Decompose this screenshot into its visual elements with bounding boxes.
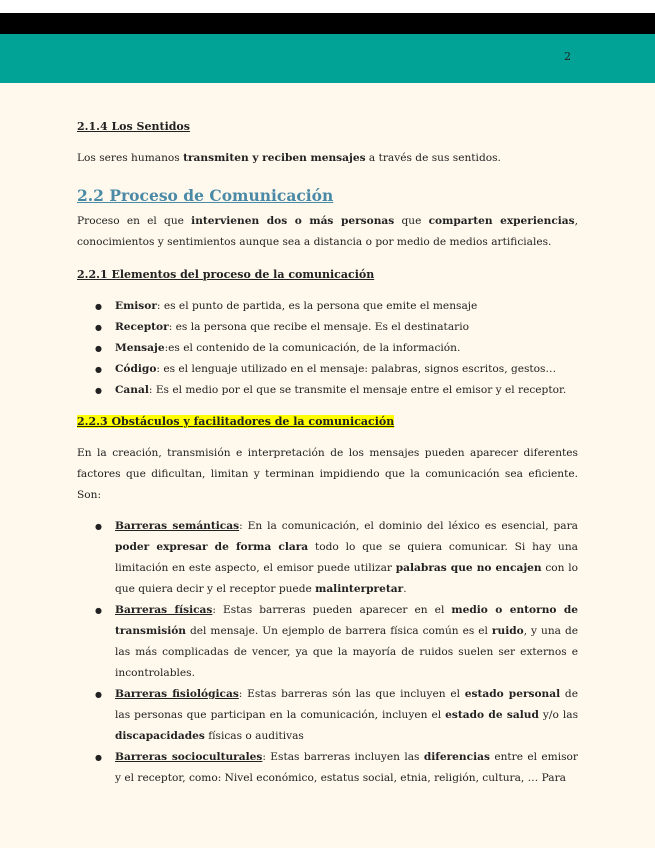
list-item: ● Canal: Es el medio por el que se transmite el mensaje entre el emisor y el receptor.	[77, 380, 578, 401]
list-item-barreras-fisiologicas: ● Barreras fisiológicas: Estas barreras són las que incluyen el estado personal de las personas que participan en la comunicación, incluyen el estado de salud y/o las discapacidades físicas o auditivas	[77, 684, 578, 747]
list-item-barreras-fisicas: ● Barreras físicas: Estas barreras pueden aparecer en el medio o entorno de transmisión del mensaje. Un ejemplo de barrera física común es el ruido, y una de las más complicadas de vencer, ya que la mayoría de ruidos suelen ser externos e incontrolables.	[77, 600, 578, 684]
list-item-barreras-semanticas: ● Barreras semánticas: En la comunicación, el dominio del léxico es esencial, para poder expresar de forma clara todo lo que se quiera comunicar. Si hay una limitación en este aspecto, el emisor puede utilizar palabras que no encajen con lo que quiera decir y el receptor puede malinterpretar.	[77, 516, 578, 600]
list-item-barreras-socioculturales: ● Barreras socioculturales: Estas barreras incluyen las diferencias entre el emisor y el receptor, como: Nivel económico, estatus social, etnia, religión, cultura, … Para	[77, 747, 578, 789]
paragraph-proceso: Proceso en el que intervienen dos o más personas que comparten experiencias, conocimientos y sentimientos aunque sea a distancia o por medio de medios artificiales.	[77, 215, 579, 248]
heading-2-2: 2.2 Proceso de Comunicación	[77, 186, 334, 205]
highlighted-heading-text: 2.2.3 Obstáculos y facilitadores de la comunicación	[77, 415, 395, 428]
list-item: ● Mensaje:es el contenido de la comunicación, de la información.	[77, 338, 578, 359]
heading-2-1-4: 2.1.4 Los Sentidos	[77, 120, 190, 133]
elements-list	[77, 296, 578, 401]
heading-2-2-3	[77, 411, 578, 432]
barriers-list	[77, 516, 578, 789]
heading-2-2-1: 2.2.1 Elementos del proceso de la comunicación	[77, 268, 375, 281]
paragraph-sentidos: Los seres humanos transmiten y reciben mensajes a través de sus sentidos.	[77, 152, 501, 164]
page-top-margin	[0, 0, 655, 13]
paragraph-obstaculos-intro: En la creación, transmisión e interpretación de los mensajes pueden aparecer diferentes factores que dificultan, limitan y terminan impidiendo que la comunicación sea eficiente. Son:	[77, 447, 578, 501]
list-item: ● Receptor: es la persona que recibe el mensaje. Es el destinatario	[77, 317, 578, 338]
header-teal-band	[0, 34, 655, 83]
page-number: 2	[564, 50, 571, 63]
list-item: ● Código: es el lenguaje utilizado en el mensaje: palabras, signos escritos, gestos…	[77, 359, 578, 380]
list-item: ● Emisor: es el punto de partida, es la persona que emite el mensaje	[77, 296, 578, 317]
header-black-band	[0, 13, 655, 34]
document-body	[77, 116, 578, 789]
